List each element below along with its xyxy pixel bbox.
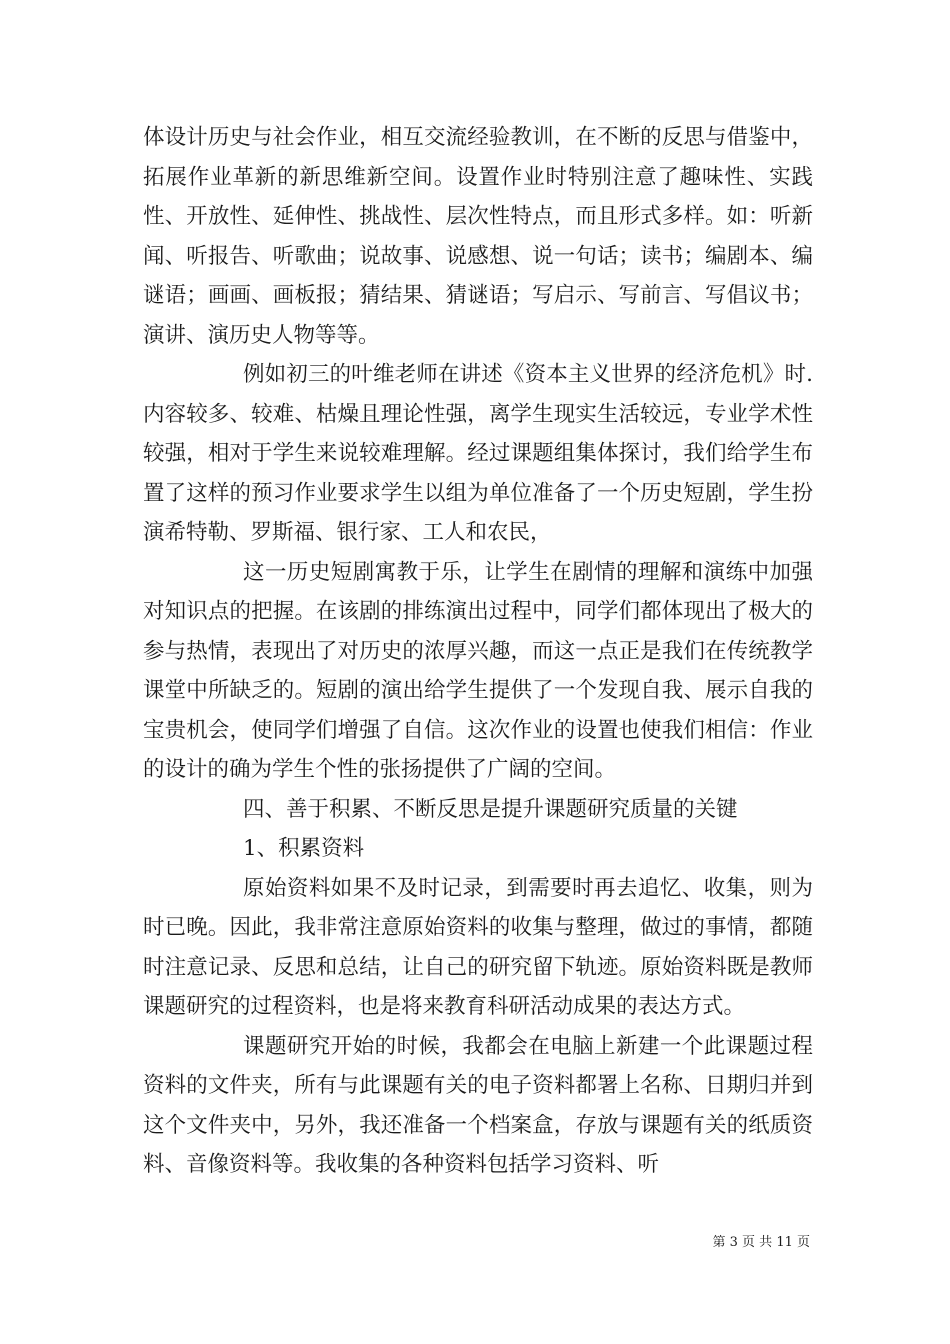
paragraph-research-folder: 课题研究开始的时候，我都会在电脑上新建一个此课题过程资料的文件夹，所有与此课题有关的电子资料都署上名称、日期归并到这个文件夹中，另外，我还准备一个档案盒，存放与课题有关的纸质资料、音像资料等。我收集的各种资料包括学习资料、听 bbox=[143, 1033, 813, 1177]
paragraph-example-drama: 例如初三的叶维老师在讲述《资本主义世界的经济危机》时.内容较多、较难、枯燥且理论性强，离学生现实生活较远，专业学术性较强，相对于学生来说较难理解。经过课题组集体探讨，我们给学生布置了这样的预习作业要求学生以组为单位准备了一个历史短剧，学生扮演希特勒、罗斯福、银行家、工人和农民， bbox=[143, 362, 813, 545]
paragraph-drama-effect: 这一历史短剧寓教于乐，让学生在剧情的理解和演练中加强对知识点的把握。在该剧的排练演出过程中，同学们都体现出了极大的参与热情，表现出了对历史的浓厚兴趣，而这一点正是我们在传统教学课堂中所缺乏的。短剧的演出给学生提供了一个发现自我、展示自我的宝贵机会，使同学们增强了自信。这次作业的设置也使我们相信：作业的设计的确为学生个性的张扬提供了广阔的空间。 bbox=[143, 559, 813, 782]
paragraph-homework-design: 体设计历史与社会作业，相互交流经验教训，在不断的反思与借鉴中，拓展作业革新的新思维新空间。设置作业时特别注意了趣味性、实践性、开放性、延伸性、挑战性、层次性特点，而且形式多样。如：听新闻、听报告、听歌曲；说故事、说感想、说一句话；读书；编剧本、编谜语；画画、画板报；猜结果、猜谜语；写启示、写前言、写倡议书；演讲、演历史人物等等。 bbox=[143, 125, 813, 348]
section-heading: 四、善于积累、不断反思是提升课题研究质量的关键 bbox=[243, 796, 738, 822]
paragraph-raw-materials: 原始资料如果不及时记录，到需要时再去追忆、收集，则为时已晚。因此，我非常注意原始资料的收集与整理，做过的事情，都随时注意记录、反思和总结，让自己的研究留下轨迹。原始资料既是教师课题研究的过程资料，也是将来教育科研活动成果的表达方式。 bbox=[143, 875, 813, 1019]
page-number-footer: 第 3 页 共 11 页 bbox=[712, 1235, 810, 1250]
subsection-heading: 1、积累资料 bbox=[243, 836, 365, 861]
document-body bbox=[143, 118, 813, 1185]
